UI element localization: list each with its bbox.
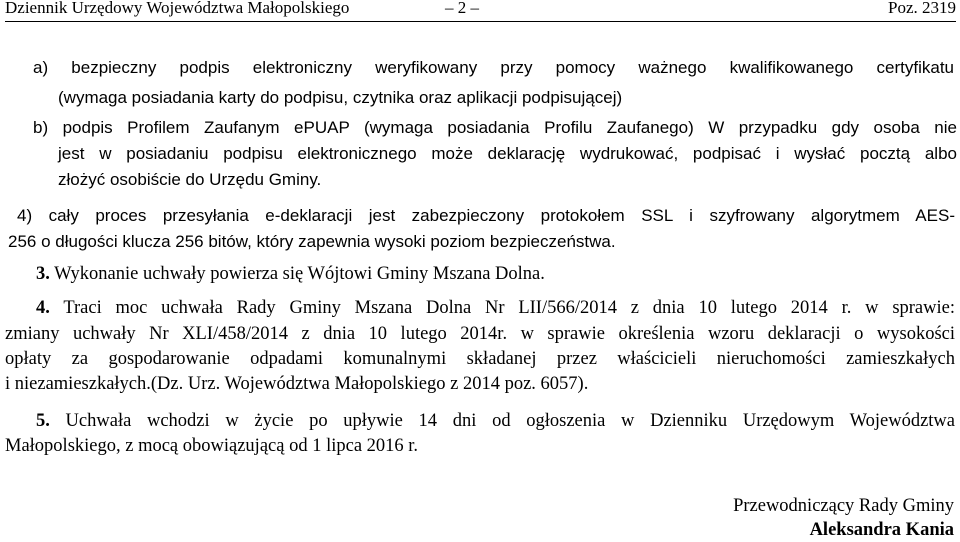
paragraph-4-number: 4. <box>36 298 50 318</box>
signature-name: Aleksandra Kania <box>809 520 954 540</box>
paragraph-3 <box>36 262 545 286</box>
signature-title: Przewodniczący Rady Gminy <box>733 496 954 516</box>
item-b-line-1: b) podpis Profilem Zaufanym ePUAP (wymaga posiadania Profilu Zaufanego) W przypadku gdy osoba nie <box>33 118 957 137</box>
item-4-line-1: 4) cały proces przesyłania e-deklaracji jest zabezpieczony protokołem SSL i szyfrowany algorytmem AES- <box>17 206 955 225</box>
item-b-line-2: jest w posiadaniu podpisu elektronicznego może deklarację wydrukować, podpisać i wysłać pocztą albo <box>58 144 957 163</box>
paragraph-5-text: Uchwała wchodzi w życie po upływie 14 dni od ogłoszenia w Dzienniku Urzędowym Województwa <box>49 411 955 431</box>
item-4-line-2: 256 o długości klucza 256 bitów, który zapewnia wysoki poziom bezpieczeństwa. <box>8 232 616 251</box>
header-divider <box>5 21 956 22</box>
page-number: – 2 – <box>445 0 479 17</box>
paragraph-4-line-3: opłaty za gospodarowanie odpadami komunalnymi składanej przez właścicieli nieruchomości zamieszkałych <box>5 349 955 369</box>
paragraph-5-number: 5. <box>36 411 50 431</box>
paragraph-5-line-1 <box>36 409 955 433</box>
item-a-line-2: (wymaga posiadania karty do podpisu, czytnika oraz aplikacji podpisującej) <box>58 88 623 107</box>
paragraph-4-line-4: i niezamieszkałych.(Dz. Urz. Województwa Małopolskiego z 2014 poz. 6057). <box>5 374 589 394</box>
paragraph-3-number: 3. <box>36 264 50 284</box>
item-a-line-1: a) bezpieczny podpis elektroniczny weryfikowany przy pomocy ważnego kwalifikowanego certyfikatu <box>33 58 954 77</box>
item-b-line-3: złożyć osobiście do Urzędu Gminy. <box>58 170 322 189</box>
paragraph-5-line-2: Małopolskiego, z mocą obowiązującą od 1 lipca 2016 r. <box>5 436 419 456</box>
paragraph-4-line-2: zmiany uchwały Nr XLI/458/2014 z dnia 10 lutego 2014r. w sprawie określenia wzoru deklaracji o wysokości <box>5 324 955 344</box>
page-header <box>5 0 956 21</box>
journal-title: Dziennik Urzędowy Województwa Małopolskiego <box>5 0 350 17</box>
paragraph-3-text: Wykonanie uchwały powierza się Wójtowi Gminy Mszana Dolna. <box>49 264 545 284</box>
paragraph-4-text: Traci moc uchwała Rady Gminy Mszana Dolna Nr LII/566/2014 z dnia 10 lutego 2014 r. w sprawie: <box>49 298 955 318</box>
position-number: Poz. 2319 <box>888 0 956 17</box>
paragraph-4-line-1 <box>36 296 955 320</box>
